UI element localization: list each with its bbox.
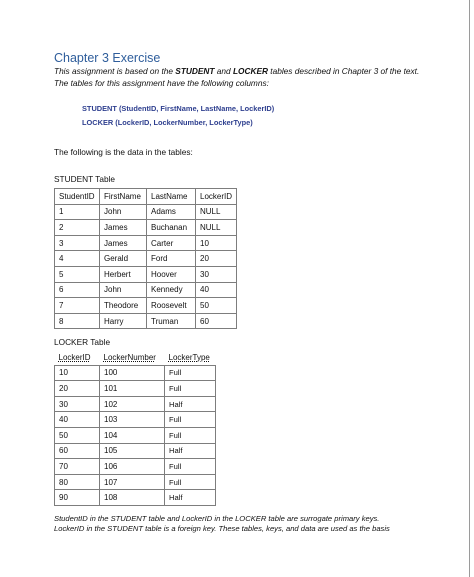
table-cell: 20 <box>196 251 237 267</box>
locker-table-caption: LOCKER Table <box>54 337 111 347</box>
table-cell: 10 <box>55 365 100 381</box>
table-cell: 50 <box>55 427 100 443</box>
table-cell: Full <box>165 427 216 443</box>
table-cell: Harry <box>100 313 147 329</box>
column-header: StudentID <box>55 189 100 205</box>
column-header: FirstName <box>100 189 147 205</box>
table-header-row <box>55 189 237 205</box>
table-cell: Half <box>165 396 216 412</box>
table-cell: 8 <box>55 313 100 329</box>
table-row <box>55 474 216 490</box>
table-cell: 4 <box>55 251 100 267</box>
table-cell: Ford <box>147 251 196 267</box>
table-cell: NULL <box>196 220 237 236</box>
table-row <box>55 396 216 412</box>
data-intro: The following is the data in the tables: <box>54 147 193 157</box>
intro-paragraph <box>54 66 424 89</box>
table-row <box>55 282 237 298</box>
intro-locker: LOCKER <box>232 66 268 76</box>
table-cell: Full <box>165 459 216 475</box>
table-cell: 60 <box>196 313 237 329</box>
column-header: LockerID <box>55 350 100 365</box>
table-row <box>55 443 216 459</box>
table-row <box>55 459 216 475</box>
table-cell: 30 <box>196 266 237 282</box>
intro-text-2: and <box>214 66 233 76</box>
table-cell: 3 <box>55 235 100 251</box>
table-cell: 102 <box>100 396 165 412</box>
table-cell: John <box>100 282 147 298</box>
table-cell: 101 <box>100 381 165 397</box>
table-cell: 1 <box>55 204 100 220</box>
table-cell: Gerald <box>100 251 147 267</box>
table-cell: 6 <box>55 282 100 298</box>
table-cell: Hoover <box>147 266 196 282</box>
table-cell: 103 <box>100 412 165 428</box>
table-cell: 104 <box>100 427 165 443</box>
table-cell: 10 <box>196 235 237 251</box>
page-edge <box>469 0 470 577</box>
table-cell: 70 <box>55 459 100 475</box>
table-cell: Herbert <box>100 266 147 282</box>
table-cell: 2 <box>55 220 100 236</box>
table-row <box>55 266 237 282</box>
footer-line-2: LockerID in the STUDENT table is a foreign key. These tables, keys, and data are used as the basis <box>54 524 390 533</box>
locker-definition: LOCKER (LockerID, LockerNumber, LockerType) <box>82 118 253 127</box>
table-cell: Half <box>165 443 216 459</box>
table-cell: John <box>100 204 147 220</box>
table-row <box>55 412 216 428</box>
table-row <box>55 381 216 397</box>
locker-table-body <box>55 365 216 505</box>
table-cell: 40 <box>55 412 100 428</box>
table-row <box>55 251 237 267</box>
table-row <box>55 298 237 314</box>
table-cell: Carter <box>147 235 196 251</box>
column-header: LastName <box>147 189 196 205</box>
column-header: LockerID <box>196 189 237 205</box>
intro-text-1: This assignment is based on the <box>54 66 176 76</box>
table-header-row <box>55 350 216 365</box>
table-cell: Kennedy <box>147 282 196 298</box>
table-cell: 90 <box>55 490 100 506</box>
table-row <box>55 313 237 329</box>
table-row <box>55 490 216 506</box>
table-cell: 50 <box>196 298 237 314</box>
page-title: Chapter 3 Exercise <box>54 51 161 65</box>
table-cell: Roosevelt <box>147 298 196 314</box>
student-table-caption: STUDENT Table <box>54 174 116 184</box>
table-cell: James <box>100 220 147 236</box>
intro-text-3: tables described in Chapter 3 of the text. The tables for this assignment have the following columns: <box>54 66 420 88</box>
column-header: LockerNumber <box>100 350 165 365</box>
table-cell: Full <box>165 474 216 490</box>
table-row <box>55 220 237 236</box>
table-cell: Adams <box>147 204 196 220</box>
intro-student: STUDENT <box>175 66 215 76</box>
footer-line-1: StudentID in the STUDENT table and LockerID in the LOCKER table are surrogate primary keys. <box>54 514 380 523</box>
table-row <box>55 204 237 220</box>
table-row <box>55 427 216 443</box>
table-cell: 40 <box>196 282 237 298</box>
locker-table <box>54 350 216 506</box>
table-cell: James <box>100 235 147 251</box>
table-cell: 7 <box>55 298 100 314</box>
student-definition: STUDENT (StudentID, FirstName, LastName, LockerID) <box>82 104 275 113</box>
table-cell: 30 <box>55 396 100 412</box>
table-cell: 60 <box>55 443 100 459</box>
table-cell: Truman <box>147 313 196 329</box>
table-cell: Buchanan <box>147 220 196 236</box>
table-cell: 108 <box>100 490 165 506</box>
table-cell: 105 <box>100 443 165 459</box>
student-table <box>54 188 237 329</box>
table-cell: 107 <box>100 474 165 490</box>
table-cell: NULL <box>196 204 237 220</box>
table-cell: Half <box>165 490 216 506</box>
table-cell: 5 <box>55 266 100 282</box>
table-row <box>55 365 216 381</box>
table-row <box>55 235 237 251</box>
column-header: LockerType <box>165 350 216 365</box>
table-cell: Full <box>165 381 216 397</box>
table-cell: Theodore <box>100 298 147 314</box>
table-cell: 100 <box>100 365 165 381</box>
table-cell: 20 <box>55 381 100 397</box>
table-cell: 80 <box>55 474 100 490</box>
student-table-body <box>55 204 237 329</box>
table-cell: 106 <box>100 459 165 475</box>
footer-paragraph <box>54 514 434 534</box>
table-cell: Full <box>165 412 216 428</box>
table-cell: Full <box>165 365 216 381</box>
